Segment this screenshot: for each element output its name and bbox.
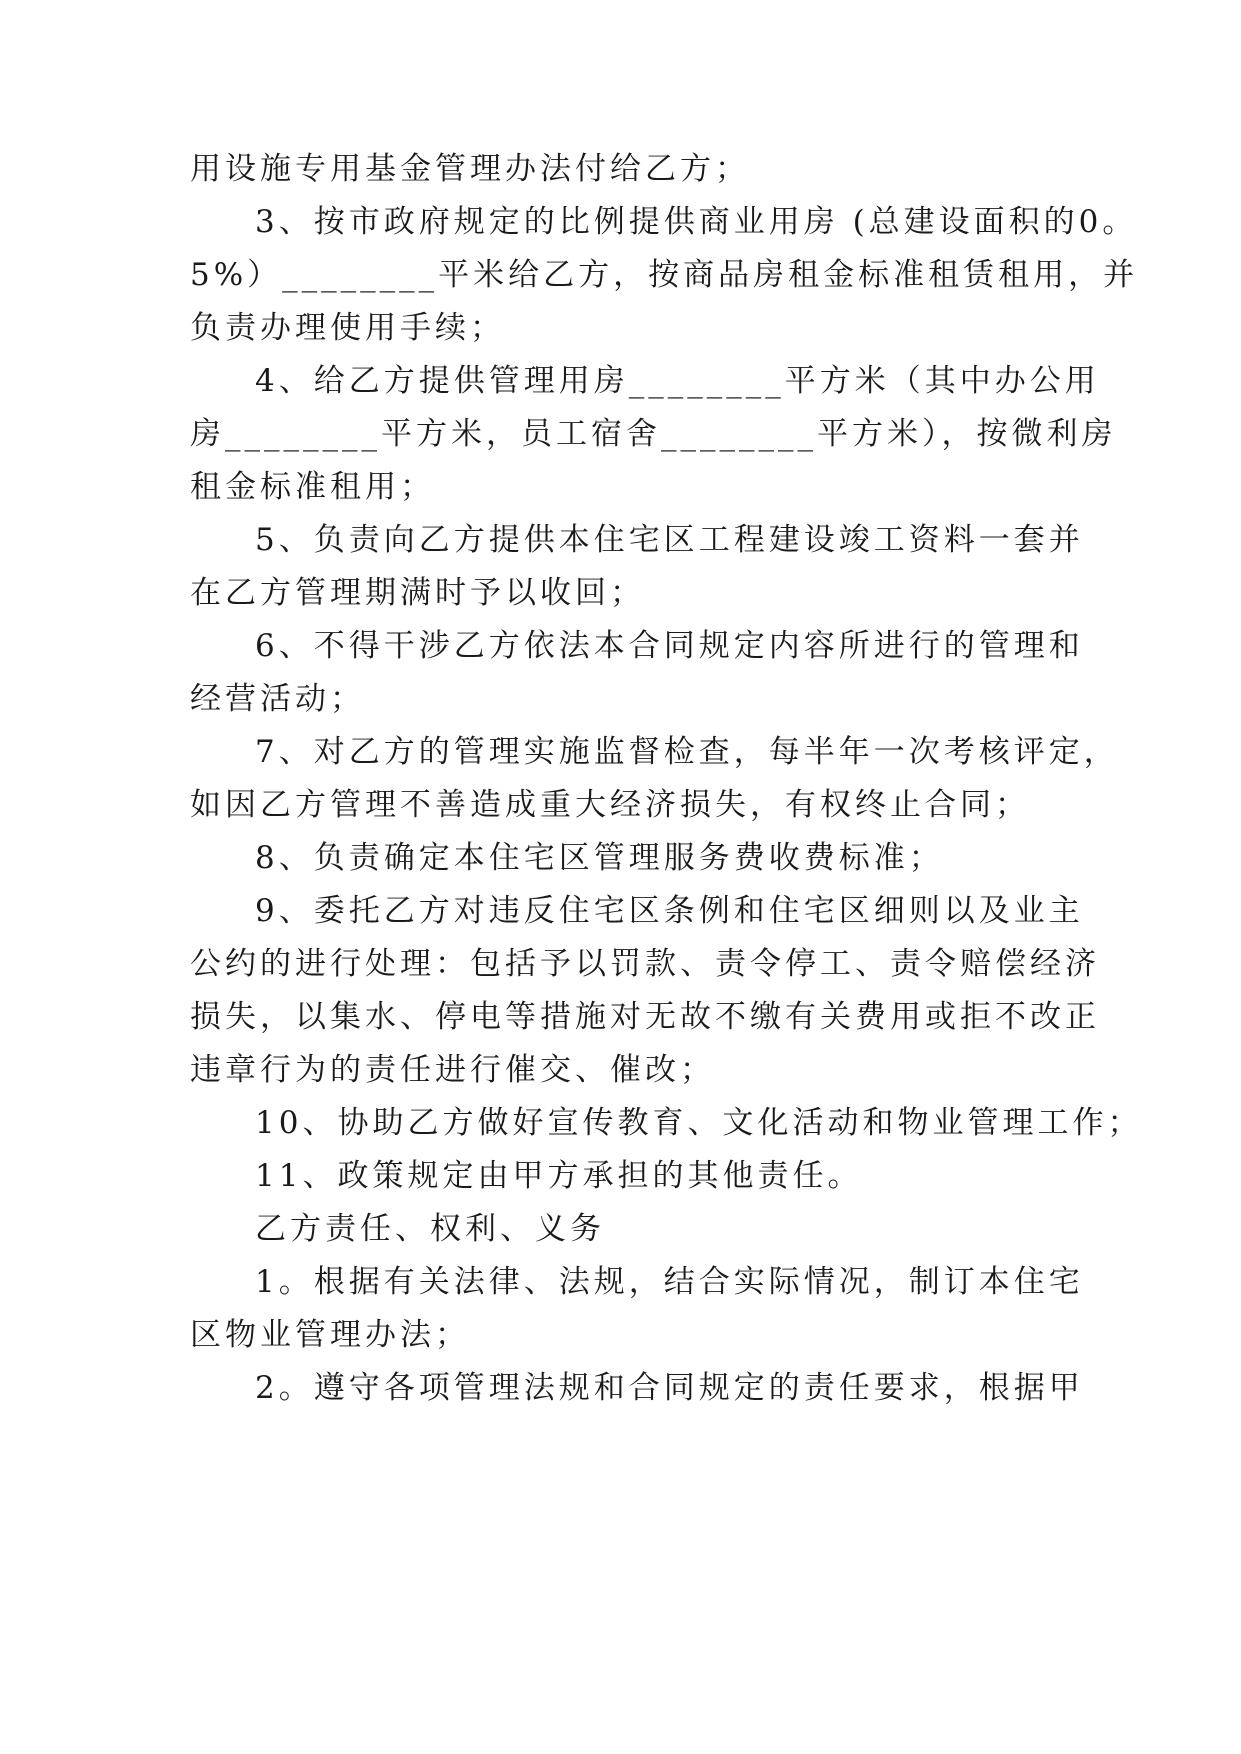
- text-line: 违章行为的责任进行催交、催改；: [190, 1052, 715, 1088]
- text-line: 经营活动；: [190, 681, 365, 717]
- text-line: 6、不得干涉乙方依法本合同规定内容所进行的管理和: [255, 628, 1084, 664]
- text-line: 房________平方米，员工宿舍________平方米），按微利房: [190, 416, 1117, 452]
- text-line: 2。遵守各项管理法规和合同规定的责任要求，根据甲: [255, 1370, 1084, 1406]
- section-heading: 乙方责任、权利、义务: [255, 1211, 605, 1247]
- text-line: 1。根据有关法律、法规，结合实际情况，制订本住宅: [255, 1264, 1084, 1300]
- text-line: 8、负责确定本住宅区管理服务费收费标准；: [255, 840, 944, 876]
- text-line: 如因乙方管理不善造成重大经济损失，有权终止合同；: [190, 787, 1030, 823]
- text-line: 区物业管理办法；: [190, 1317, 470, 1353]
- text-line: 5%）________平米给乙方，按商品房租金标准租赁租用，并: [190, 257, 1139, 293]
- text-line: 9、委托乙方对违反住宅区条例和住宅区细则以及业主: [255, 893, 1084, 929]
- text-line: 损失，以集水、停电等措施对无故不缴有关费用或拒不改正: [190, 999, 1100, 1035]
- text-line: 7、对乙方的管理实施监督检查，每半年一次考核评定，: [255, 734, 1119, 770]
- text-line: 公约的进行处理：包括予以罚款、责令停工、责令赔偿经济: [190, 946, 1100, 982]
- text-line: 10、协助乙方做好宣传教育、文化活动和物业管理工作；: [255, 1105, 1143, 1141]
- text-line: 租金标准租用；: [190, 469, 435, 505]
- text-line: 在乙方管理期满时予以收回；: [190, 575, 645, 611]
- text-line: 11、政策规定由甲方承担的其他责任。: [255, 1158, 863, 1194]
- text-line: 负责办理使用手续；: [190, 310, 505, 346]
- text-line: 3、按市政府规定的比例提供商业用房 (总建设面积的0。: [255, 204, 1138, 240]
- text-line: 4、给乙方提供管理用房________平方米（其中办公用: [255, 363, 1100, 399]
- text-line: 5、负责向乙方提供本住宅区工程建设竣工资料一套并: [255, 522, 1084, 558]
- text-line: 用设施专用基金管理办法付给乙方；: [190, 151, 750, 187]
